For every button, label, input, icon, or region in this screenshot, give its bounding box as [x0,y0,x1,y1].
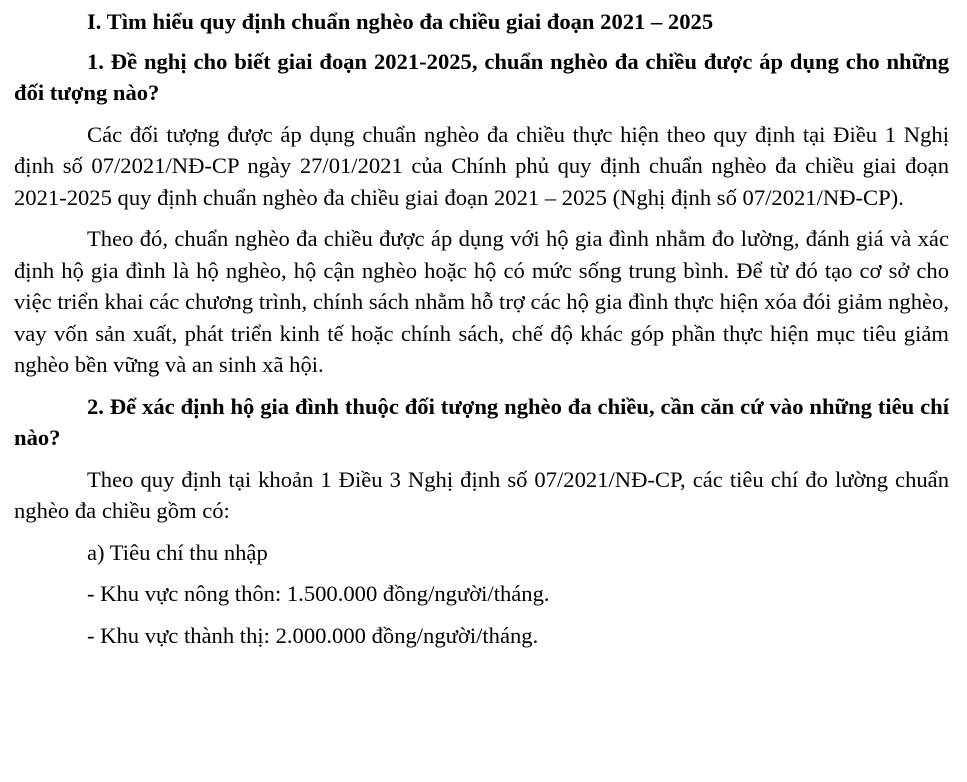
question-1: 1. Đề nghị cho biết giai đoạn 2021-2025, chuẩn nghèo đa chiều được áp dụng cho những đối tượng nào? [14,48,949,105]
urban-area-threshold: - Khu vực thành thị: 2.000.000 đồng/người/tháng. [87,622,539,648]
criterion-a: a) Tiêu chí thu nhập [87,539,268,565]
question-2: 2. Để xác định hộ gia đình thuộc đối tượng nghèo đa chiều, cần căn cứ vào những tiêu chí nào? [14,393,949,450]
answer-2-paragraph-1: Theo quy định tại khoản 1 Điều 3 Nghị định số 07/2021/NĐ-CP, các tiêu chí đo lường chuẩn nghèo đa chiều gồm có: [14,466,949,523]
document-page [14,6,949,651]
rural-area-threshold: - Khu vực nông thôn: 1.500.000 đồng/người/tháng. [87,581,550,606]
answer-1-paragraph-1: Các đối tượng được áp dụng chuẩn nghèo đa chiều thực hiện theo quy định tại Điều 1 Nghị định số 07/2021/NĐ-CP ngày 27/01/2021 của Chính phủ quy định chuẩn nghèo đa chiều giai đoạn 2021-2025 quy định chuẩn nghèo đa chiều giai đoạn 2021 – 2025 (Nghị định số 07/2021/NĐ-CP). [14,121,949,210]
section-heading: I. Tìm hiểu quy định chuẩn nghèo đa chiều giai đoạn 2021 – 2025 [87,9,714,34]
answer-1-paragraph-2: Theo đó, chuẩn nghèo đa chiều được áp dụng với hộ gia đình nhằm đo lường, đánh giá và xác định hộ gia đình là hộ nghèo, hộ cận nghèo hoặc hộ có mức sống trung bình. Để từ đó tạo cơ sở cho việc triển khai các chương trình, chính sách nhằm hỗ trợ các hộ gia đình thực hiện xóa đói giảm nghèo, vay vốn sản xuất, phát triển kinh tế hoặc chính sách, chế độ khác góp phần thực hiện mục tiêu giảm nghèo bền vững và an sinh xã hội. [14,226,949,377]
